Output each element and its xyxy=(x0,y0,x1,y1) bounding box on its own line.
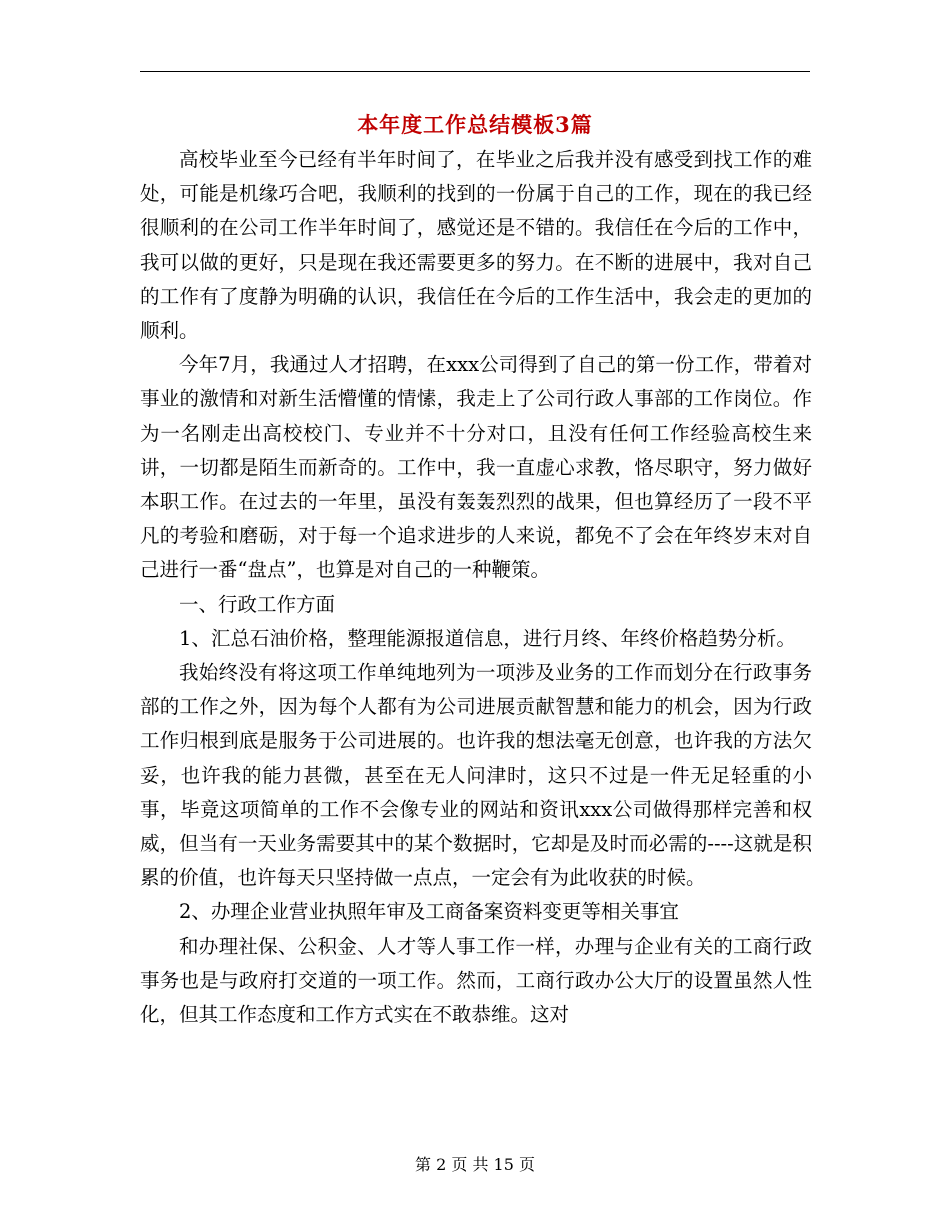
subsection-heading: 1、汇总石油价格，整理能源报道信息，进行月终、年终价格趋势分析。 xyxy=(179,626,796,650)
paragraph: 高校毕业至今已经有半年时间了，在毕业之后我并没有感受到找工作的难处，可能是机缘巧合吧，我顺利的找到的一份属于自己的工作，现在的我已经很顺利的在公司工作半年时间了，感觉还是不错的。我信任在今后的工作中，我可以做的更好，只是现在我还需要更多的努力。在不断的进展中，我对自己的工作有了度静为明确的认识，我信任在今后的工作生活中，我会走的更加的顺利。 xyxy=(140,148,812,343)
paragraph: 和办理社保、公积金、人才等人事工作一样，办理与企业有关的工商行政事务也是与政府打交道的一项工作。然而，工商行政办公大厅的设置虽然人性化，但其工作态度和工作方式实在不敢恭维。这对 xyxy=(140,934,812,1027)
paragraph: 我始终没有将这项工作单纯地列为一项涉及业务的工作而划分在行政事务部的工作之外，因为每个人都有为公司进展贡献智慧和能力的机会，因为行政工作归根到底是服务于公司进展的。也许我的想法毫无创意，也许我的方法欠妥，也许我的能力甚微，甚至在无人问津时，这只不过是一件无足轻重的小事，毕竟这项简单的工作不会像专业的网站和资讯xxx公司做得那样完善和权威，但当有一天业务需要其中的某个数据时，它却是及时而必需的----这就是积累的价值，也许每天只坚持做一点点，一定会有为此收获的时候。 xyxy=(140,661,812,890)
subsection-heading: 2、办理企业营业执照年审及工商备案资料变更等相关事宜 xyxy=(179,900,679,924)
section-heading: 一、行政工作方面 xyxy=(179,592,336,616)
document-title: 本年度工作总结模板3篇 xyxy=(357,112,593,137)
header-rule xyxy=(140,71,810,72)
page-footer: 第 2 页 共 15 页 xyxy=(415,1155,535,1174)
document-body xyxy=(140,143,812,1032)
paragraph: 今年7月，我通过人才招聘，在xxx公司得到了自己的第一份工作，带着对事业的激情和对新生活懵懂的情愫，我走上了公司行政人事部的工作岗位。作为一名刚走出高校校门、专业并不十分对口，且没有任何工作经验高校生来讲，一切都是陌生而新奇的。工作中，我一直虚心求教，恪尽职守，努力做好本职工作。在过去的一年里，虽没有轰轰烈烈的战果，但也算经历了一段不平凡的考验和磨砺，对于每一个追求进步的人来说，都免不了会在年终岁末对自己进行一番“盘点”，也算是对自己的一种鞭策。 xyxy=(140,353,812,582)
